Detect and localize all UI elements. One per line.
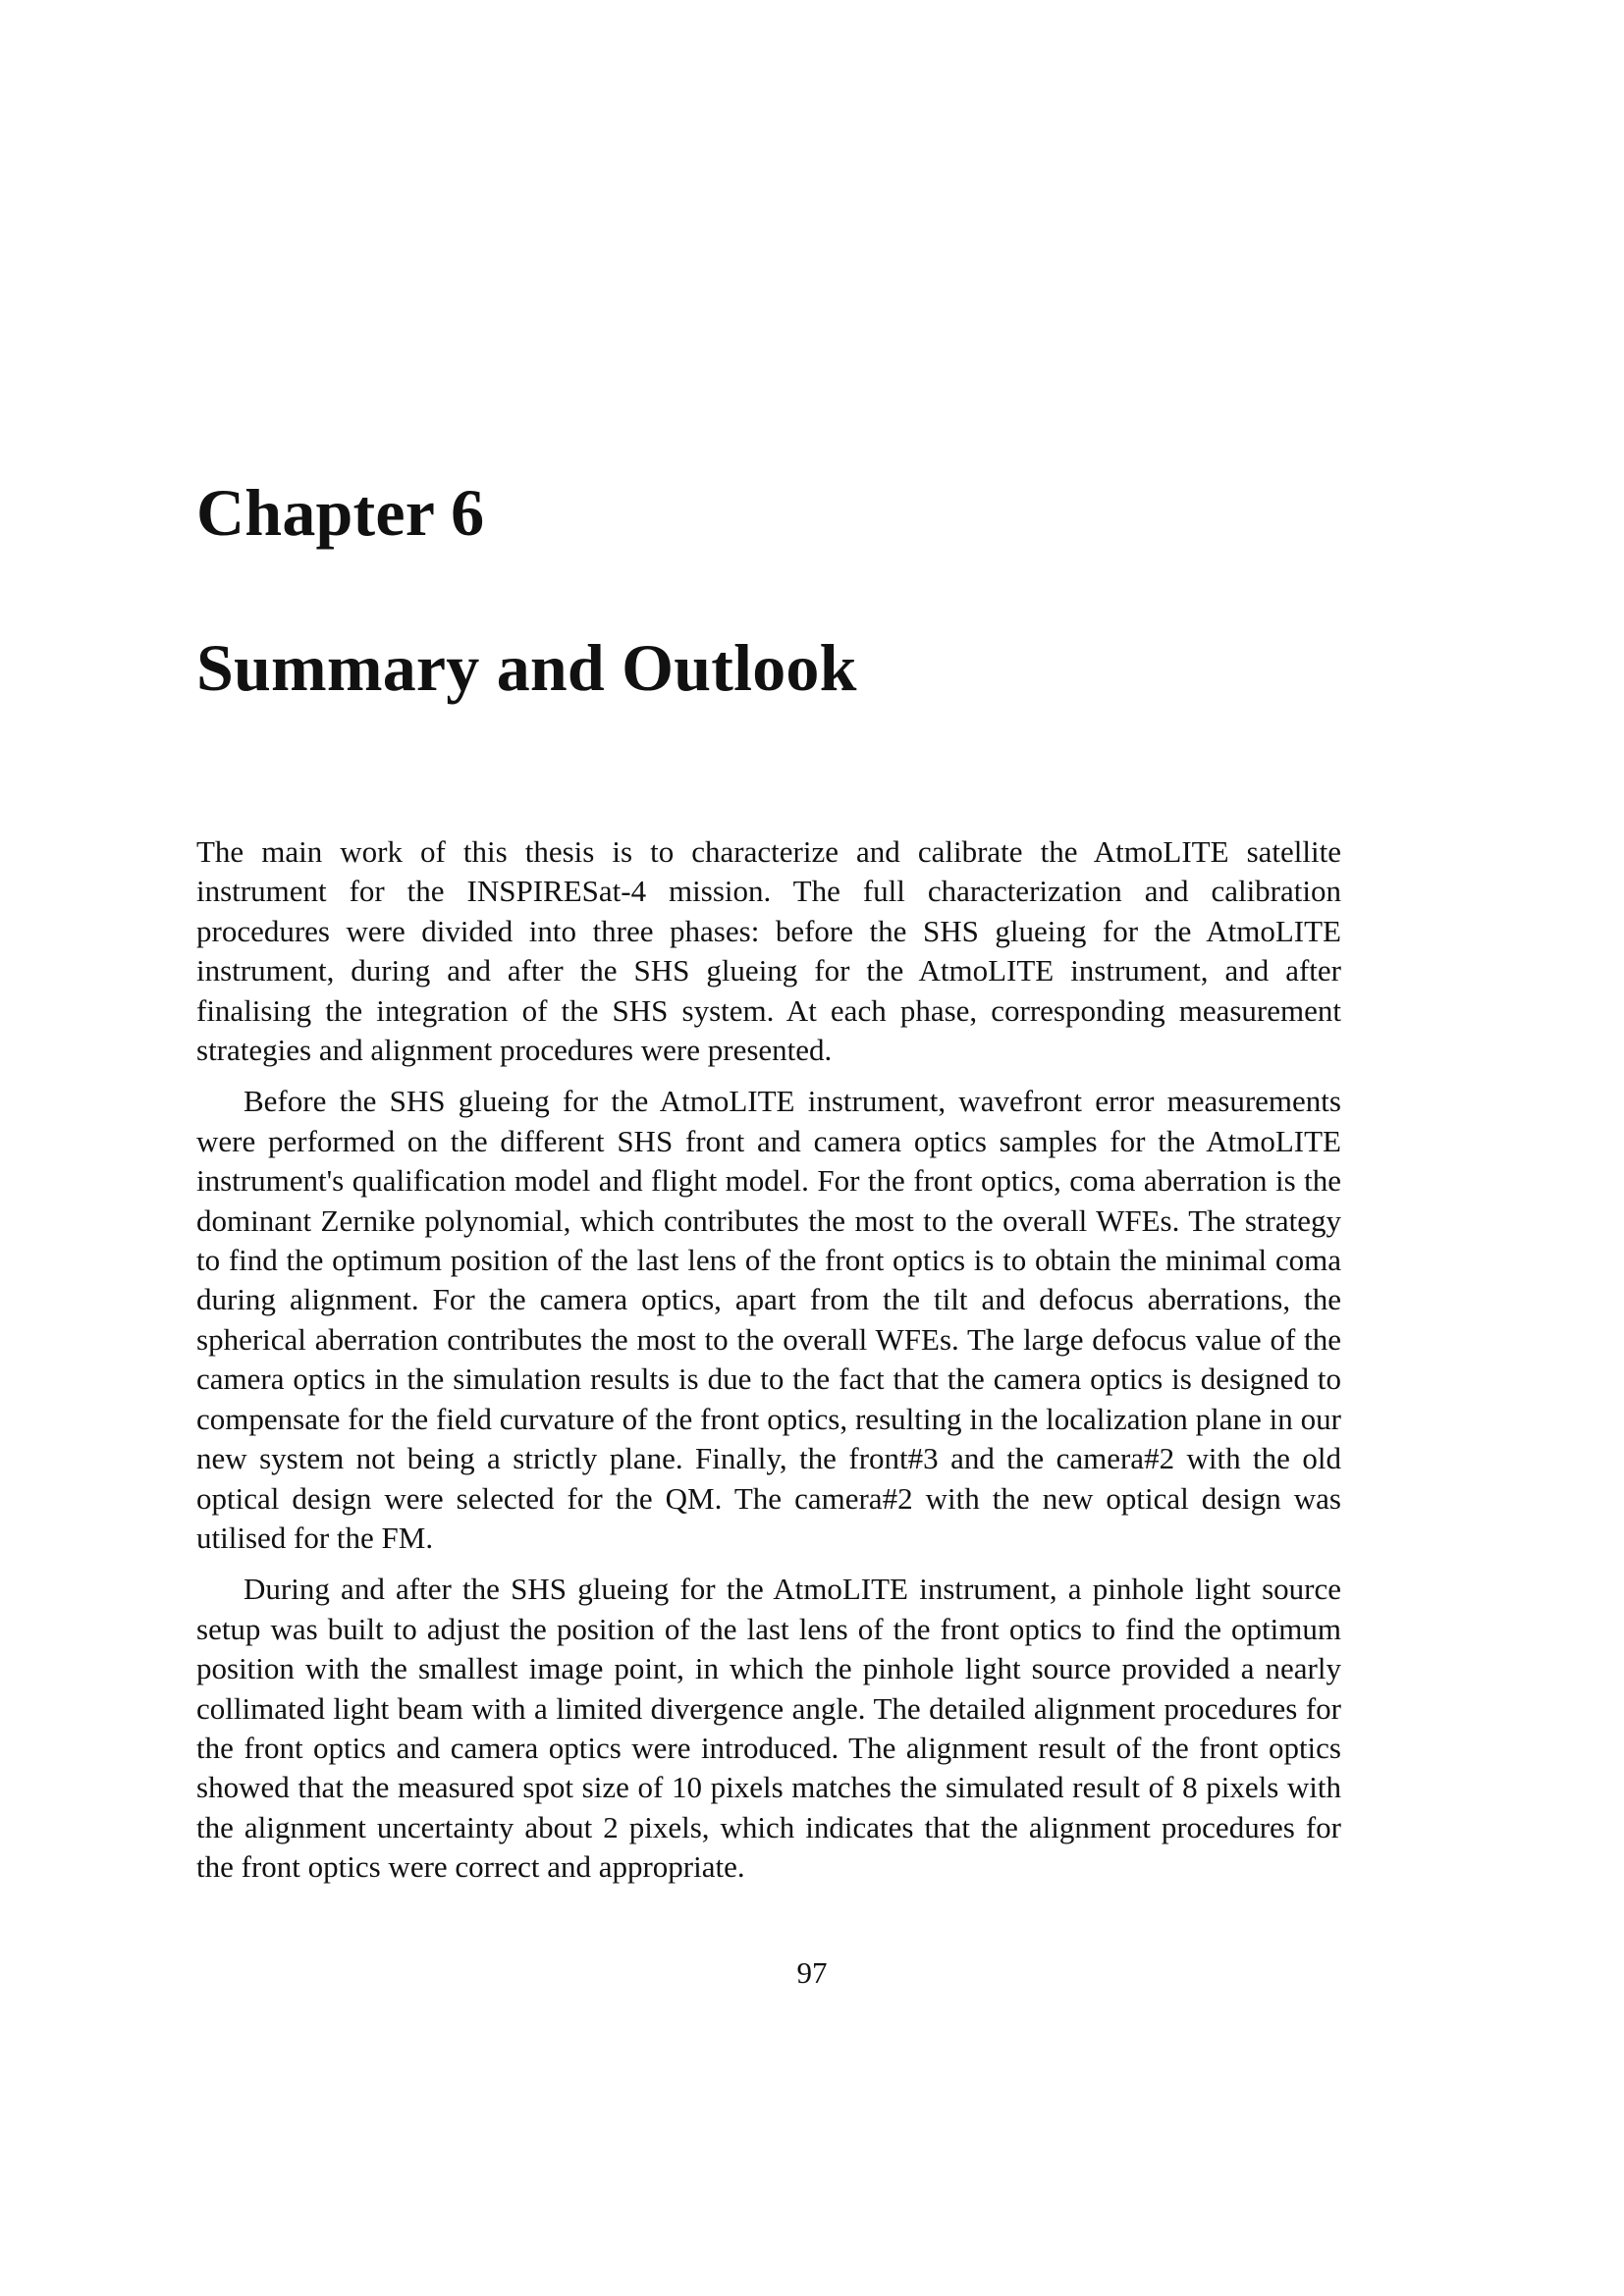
body-text [196, 832, 1341, 1899]
paragraph-before-glueing: Before the SHS glueing for the AtmoLITE instrument, wavefront error measurements were performed on the different SHS front and camera optics samples for the AtmoLITE instrument's qualification model and flight model. For the front optics, coma aberration is the dominant Zernike polynomial, which contributes the most to the overall WFEs. The strategy to find the optimum position of the last lens of the front optics is to obtain the minimal coma during alignment. For the camera optics, apart from the tilt and defocus aberrations, the spherical aberration contributes the most to the overall WFEs. The large defocus value of the camera optics in the simulation results is due to the fact that the camera optics is designed to compensate for the field curvature of the front optics, resulting in the localization plane in our new system not being a strictly plane. Finally, the front#3 and the camera#2 with the old optical design were selected for the QM. The camera#2 with the new optical design was utilised for the FM. [196, 1084, 1341, 1555]
paragraph-intro: The main work of this thesis is to characterize and calibrate the AtmoLITE satellite instrument for the INSPIRESat-4 mission. The full characterization and calibration procedures were divided into three phases: before the SHS glueing for the AtmoLITE instrument, during and after the SHS glueing for the AtmoLITE instrument, and after finalising the integration of the SHS system. At each phase, corresponding measurement strategies and alignment procedures were presented. [196, 834, 1341, 1068]
chapter-title: Summary and Outlook [196, 630, 857, 705]
chapter-number: Chapter 6 [196, 475, 485, 550]
paragraph-during-glueing: During and after the SHS glueing for the AtmoLITE instrument, a pinhole light source setup was built to adjust the position of the last lens of the front optics to find the optimum position with the smallest image point, in which the pinhole light source provided a nearly collimated light beam with a limited divergence angle. The detailed alignment procedures for the front optics and camera optics were introduced. The alignment result of the front optics showed that the measured spot size of 10 pixels matches the simulated result of 8 pixels with the alignment uncertainty about 2 pixels, which indicates that the alignment procedures for the front optics were correct and appropriate. [196, 1572, 1341, 1885]
page-number: 97 [796, 1955, 828, 1990]
